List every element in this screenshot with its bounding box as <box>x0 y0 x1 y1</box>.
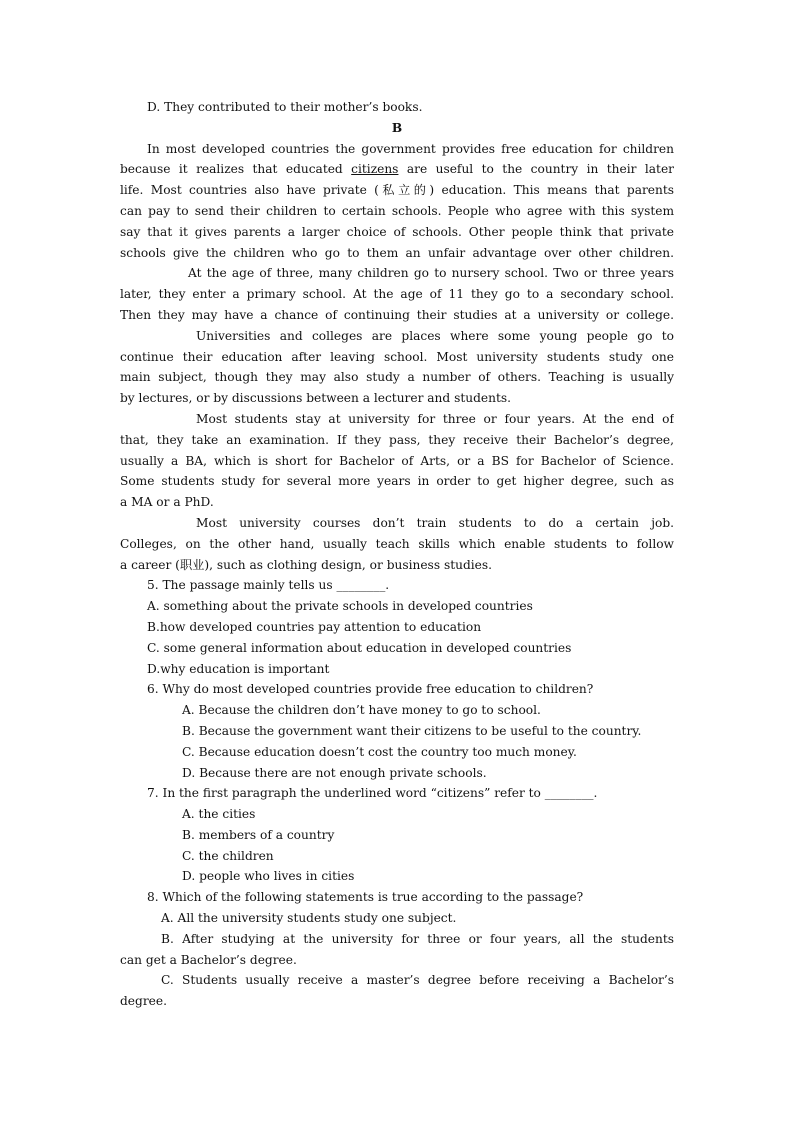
option-c: C. Because education doesn’t cost the country too much money. <box>182 744 577 759</box>
question-8 <box>120 887 674 1012</box>
option-c-cont: degree. <box>120 994 167 1009</box>
question-stem: 8. Which of the following statements is true according to the passage? <box>147 890 584 905</box>
paragraph-3 <box>120 326 674 409</box>
section-heading: B <box>391 120 403 135</box>
underlined-word: citizens <box>351 162 399 177</box>
text-line: Most students stay at university for three or four years. At the end of <box>196 411 674 426</box>
option-a: A. something about the private schools in developed countries <box>147 599 533 614</box>
option-b: B. members of a country <box>182 827 335 842</box>
question-stem: 5. The passage mainly tells us ________. <box>147 578 390 593</box>
option-d: D. Because there are not enough private schools. <box>182 765 487 780</box>
option-c: C. the children <box>182 848 274 863</box>
text-line: At the age of three, many children go to nursery school. Two or three years <box>188 266 674 281</box>
text-line: schools give the children who go to them an unfair advantage over other children. <box>120 245 674 260</box>
text-line: a career (职业), such as clothing design, or business studies. <box>120 557 492 572</box>
text-line: Colleges, on the other hand, usually teach skills which enable students to follow <box>120 536 674 551</box>
text-span: are useful to the country in their later <box>398 162 674 177</box>
text-line: Universities and colleges are places where some young people go to <box>196 328 674 343</box>
option-c: C. Students usually receive a master’s degree before receiving a Bachelor’s <box>161 973 674 988</box>
text-line: continue their education after leaving school. Most university students study one <box>120 349 674 364</box>
text-line: usually a BA, which is short for Bachelor of Arts, or a BS for Bachelor of Science. <box>120 453 674 468</box>
option-d: D. people who lives in cities <box>182 869 355 884</box>
paragraph-2 <box>120 263 674 325</box>
question-7 <box>120 783 674 887</box>
option-d: D.why education is important <box>147 661 330 676</box>
option-b: B. Because the government want their citizens to be useful to the country. <box>182 723 642 738</box>
text-span: because it realizes that educated <box>120 162 352 177</box>
text-line: life. Most countries also have private (私立的) education. This means that parents <box>120 183 674 198</box>
paragraph-5 <box>120 513 674 575</box>
option-a: A. the cities <box>182 807 256 822</box>
text-line: say that it gives parents a larger choice of schools. Other people think that private <box>120 224 674 239</box>
text-line: In most developed countries the government provides free education for children <box>147 141 674 156</box>
text-line: later, they enter a primary school. At the age of 11 they go to a secondary school. <box>120 287 674 302</box>
text-line: Then they may have a chance of continuing their studies at a university or college. <box>120 307 674 322</box>
text-line <box>120 159 674 180</box>
text-line: Most university courses don’t train students to do a certain job. <box>196 515 674 530</box>
text-line: main subject, though they may also study a number of others. Teaching is usually <box>120 370 674 385</box>
option-b: B.how developed countries pay attention to education <box>147 619 482 634</box>
paragraph-1 <box>120 139 674 264</box>
option-b: B. After studying at the university for three or four years, all the students <box>161 931 674 946</box>
paragraph-4 <box>120 409 674 513</box>
option-b-cont: can get a Bachelor’s degree. <box>120 952 297 967</box>
question-6 <box>120 679 674 783</box>
prev-option-d: D. They contributed to their mother’s books. <box>147 100 423 114</box>
document-page <box>120 97 674 1012</box>
question-stem: 6. Why do most developed countries provide free education to children? <box>147 682 594 697</box>
option-c: C. some general information about education in developed countries <box>147 640 572 655</box>
option-a: A. All the university students study one subject. <box>161 911 457 926</box>
option-a: A. Because the children don’t have money to go to school. <box>182 703 541 718</box>
text-line: a MA or a PhD. <box>120 495 214 510</box>
question-stem: 7. In the first paragraph the underlined word “citizens” refer to ________. <box>147 786 598 801</box>
text-line: by lectures, or by discussions between a lecturer and students. <box>120 391 511 406</box>
text-line: that, they take an examination. If they pass, they receive their Bachelor’s degree, <box>120 432 674 447</box>
text-line: can pay to send their children to certain schools. People who agree with this system <box>120 203 674 218</box>
question-5 <box>120 575 674 679</box>
text-line: Some students study for several more years in order to get higher degree, such as <box>120 474 674 489</box>
